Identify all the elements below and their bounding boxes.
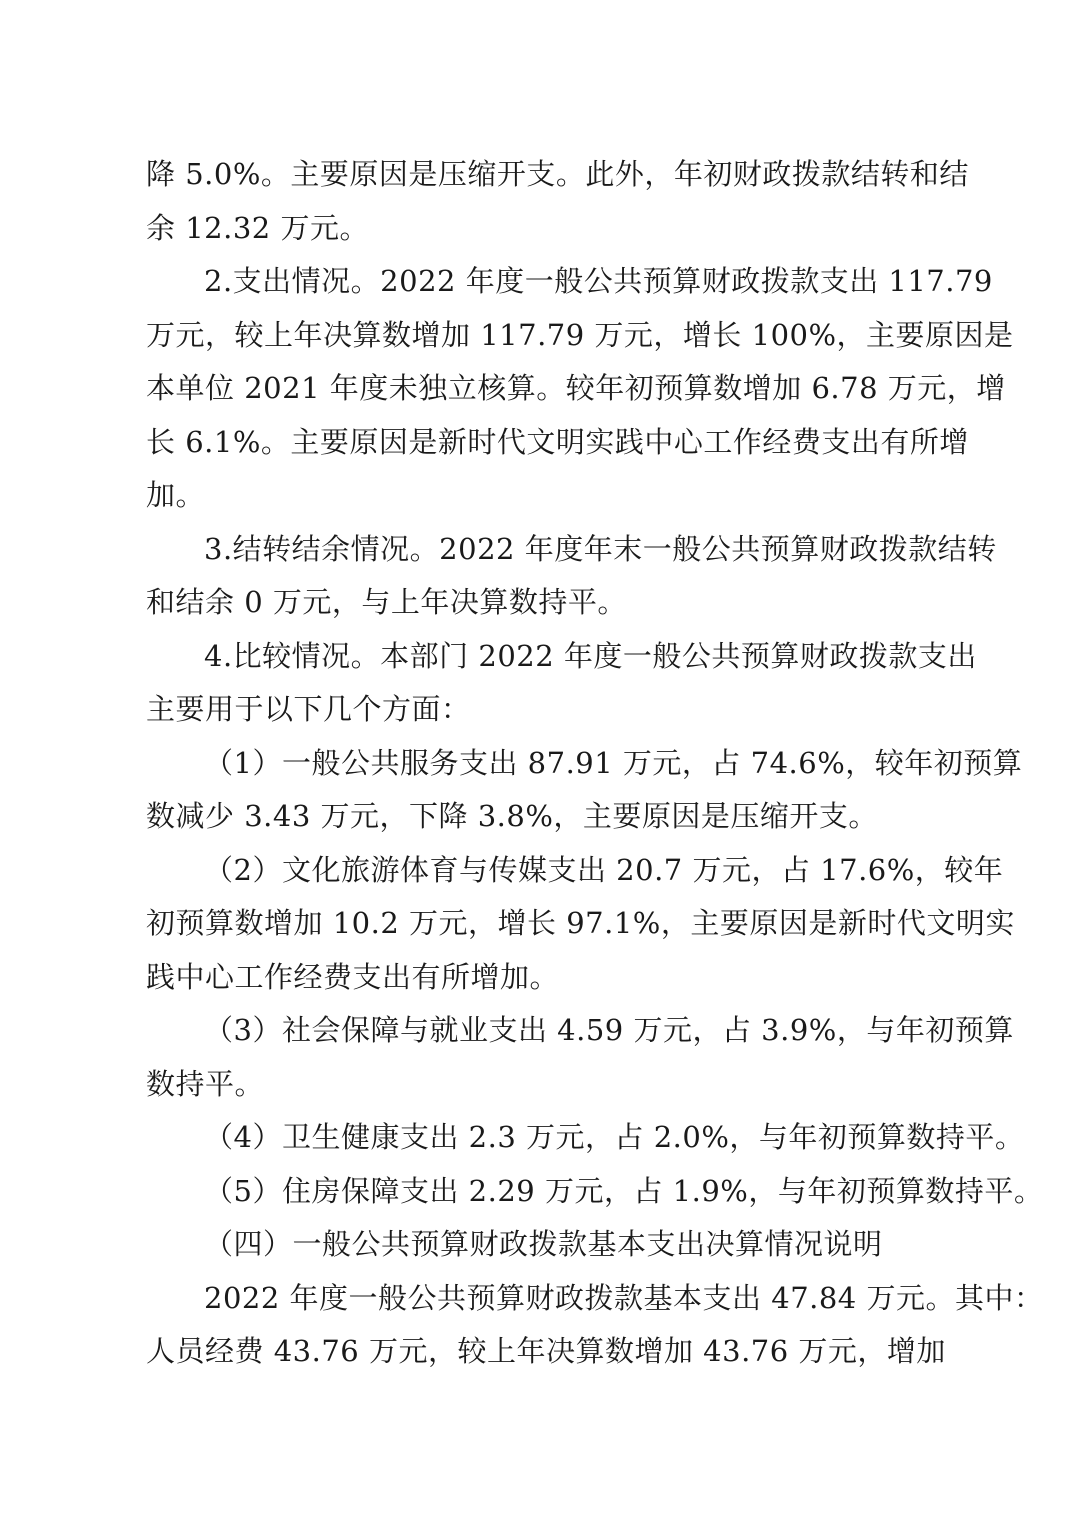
text-line: （1）一般公共服务支出 87.91 万元，占 74.6%，较年初预算 bbox=[204, 745, 1023, 780]
text-line: 长 6.1%。主要原因是新时代文明实践中心工作经费支出有所增 bbox=[146, 424, 969, 459]
text-line: 3.结转结余情况。2022 年度年末一般公共预算财政拨款结转 bbox=[204, 531, 997, 566]
text-line: 主要用于以下几个方面： bbox=[146, 692, 471, 726]
text-line: （4）卫生健康支出 2.3 万元，占 2.0%，与年初预算数持平。 bbox=[204, 1120, 1025, 1154]
text-line: 践中心工作经费支出有所增加。 bbox=[146, 959, 560, 994]
text-line: 2022 年度一般公共预算财政拨款基本支出 47.84 万元。其中： bbox=[204, 1280, 1044, 1315]
text-line: （2）文化旅游体育与传媒支出 20.7 万元，占 17.6%，较年 bbox=[204, 852, 1004, 887]
text-line: 数持平。 bbox=[146, 1066, 265, 1101]
text-line: （四）一般公共预算财政拨款基本支出决算情况说明 bbox=[204, 1227, 883, 1261]
text-line: 余 12.32 万元。 bbox=[146, 210, 369, 245]
text-line: 本单位 2021 年度未独立核算。较年初预算数增加 6.78 万元，增 bbox=[146, 371, 1006, 405]
text-line: （5）住房保障支出 2.29 万元，占 1.9%，与年初预算数持平。 bbox=[204, 1173, 1044, 1208]
text-line: 加。 bbox=[146, 478, 206, 512]
text-line: （3）社会保障与就业支出 4.59 万元，占 3.9%，与年初预算 bbox=[204, 1013, 1014, 1047]
text-line: 人员经费 43.76 万元，较上年决算数增加 43.76 万元，增加 bbox=[146, 1334, 946, 1368]
text-line: 初预算数增加 10.2 万元，增长 97.1%，主要原因是新时代文明实 bbox=[146, 906, 1015, 940]
text-line: 2.支出情况。2022 年度一般公共预算财政拨款支出 117.79 bbox=[204, 264, 993, 298]
text-line: 4.比较情况。本部门 2022 年度一般公共预算财政拨款支出 bbox=[204, 638, 977, 673]
text-line: 万元，较上年决算数增加 117.79 万元，增长 100%，主要原因是 bbox=[146, 317, 1014, 352]
text-line: 降 5.0%。主要原因是压缩开支。此外，年初财政拨款结转和结 bbox=[146, 157, 969, 191]
text-line: 数减少 3.43 万元，下降 3.8%，主要原因是压缩开支。 bbox=[146, 799, 878, 833]
text-line: 和结余 0 万元，与上年决算数持平。 bbox=[146, 585, 627, 619]
document-page bbox=[146, 148, 1044, 1379]
